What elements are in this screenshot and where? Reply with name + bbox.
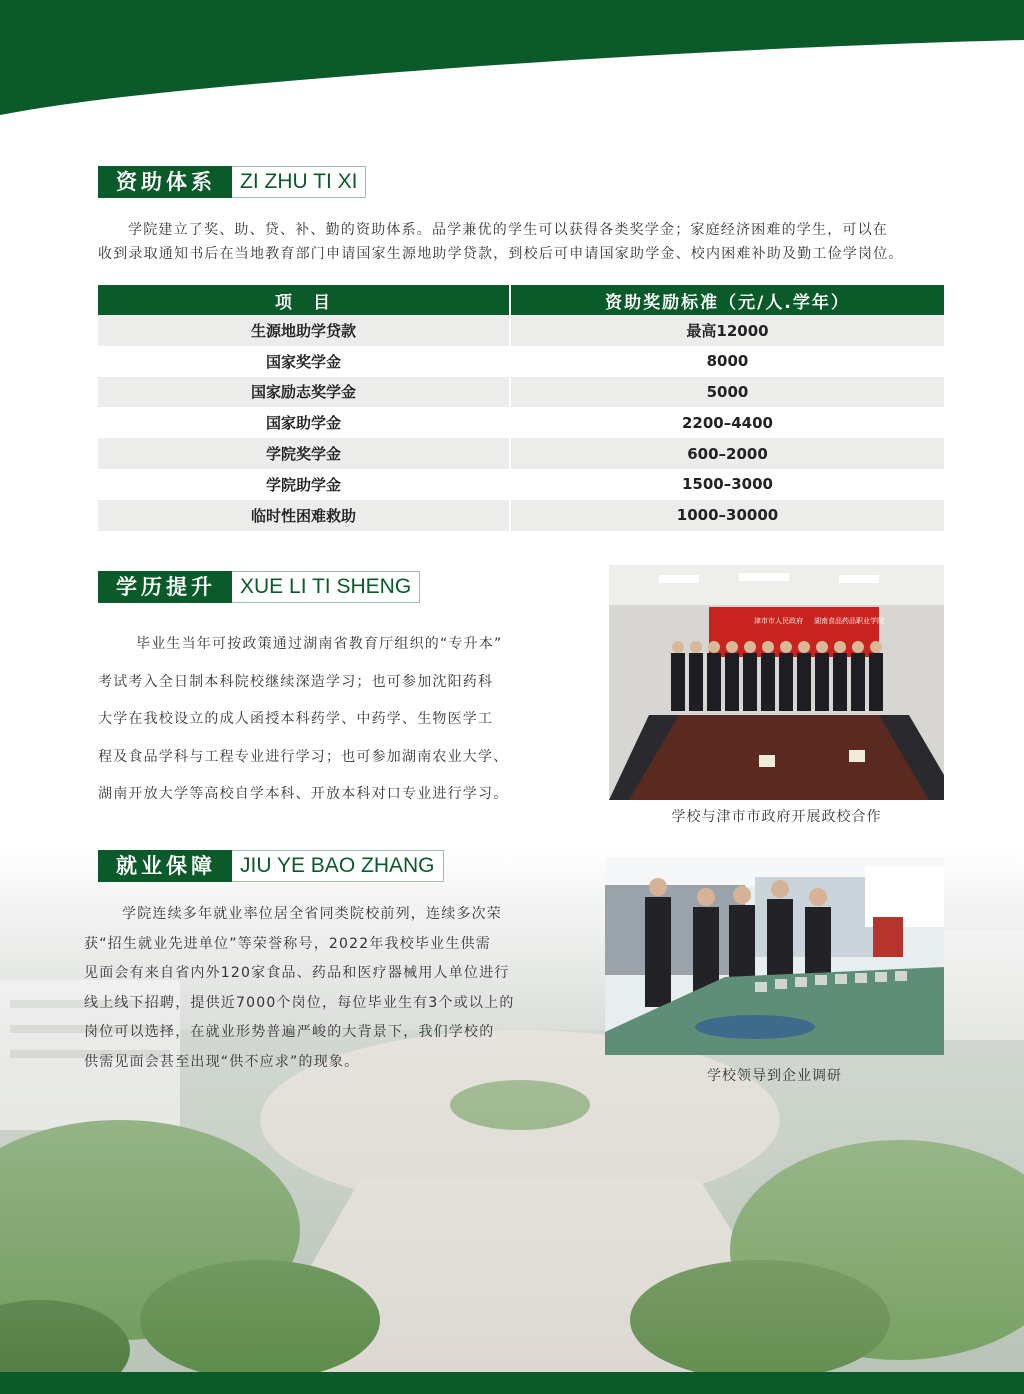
education-paragraph [98,626,568,814]
table-cell-amount: 2200–4400 [510,407,944,438]
table-cell-amount: 600–2000 [510,438,944,469]
employment-title-en: JIU YE BAO ZHANG [232,850,444,882]
table-cell-item: 国家助学金 [98,407,510,438]
table-cell-amount: 1500–3000 [510,469,944,500]
table-row [98,469,944,500]
employment-section-heading [98,850,444,882]
aid-standards-table [98,285,944,531]
table-cell-amount: 1000–30000 [510,500,944,531]
table-cell-amount: 最高12000 [510,315,944,346]
table-header-item: 项 目 [98,285,510,315]
table-cell-item: 学院奖学金 [98,438,510,469]
education-paragraph-line: 湖南开放大学等高校自学本科、开放本科对口专业进行学习。 [98,786,509,802]
employment-paragraph-line: 获“招生就业先进单位”等荣誉称号，2022年我校毕业生供需 [84,935,491,952]
table-cell-item: 临时性困难救助 [98,500,510,531]
meeting-room-photo [609,565,944,800]
table-cell-item: 国家奖学金 [98,346,510,377]
aid-paragraph-line: 学院建立了奖、助、贷、补、勤的资助体系。品学兼优的学生可以获得各类奖学金；家庭经济困难的学生，可以在 [128,222,888,238]
table-row [98,377,944,408]
aid-title-en: ZI ZHU TI XI [232,166,366,198]
table-row [98,315,944,346]
table-cell-item: 生源地助学贷款 [98,315,510,346]
footer-band [0,1372,1024,1394]
table-cell-item: 国家励志奖学金 [98,377,510,408]
banner-left-text: 津市市人民政府 [754,617,803,625]
employment-paragraph-line: 线上线下招聘，提供近7000个岗位，每位毕业生有3个或以上的 [84,994,515,1011]
education-paragraph-line: 大学在我校设立的成人函授本科药学、中药学、生物医学工 [98,711,494,727]
table-header-standard: 资助奖励标准（元/人.学年） [510,285,944,315]
header-wave [0,0,1024,120]
table-cell-item: 学院助学金 [98,469,510,500]
table-row [98,500,944,531]
employment-paragraph-line: 学院连续多年就业率位居全省同类院校前列，连续多次荣 [122,906,502,922]
employment-paragraph-line: 见面会有来自省内外120家食品、药品和医疗器械用人单位进行 [84,965,510,981]
table-row [98,438,944,469]
banner-right-text: 湖南食品药品职业学院 [814,617,884,625]
education-paragraph-line: 程及食品学科与工程专业进行学习；也可参加湖南农业大学、 [98,748,509,765]
employment-paragraph [84,900,554,1077]
education-section-heading [98,571,420,603]
aid-paragraph [98,218,958,266]
employment-paragraph-line: 岗位可以选择，在就业形势普遍严峻的大背景下，我们学校的 [84,1024,495,1040]
aid-paragraph-line: 收到录取通知书后在当地教育部门申请国家生源地助学贷款，到校后可申请国家助学金、校内困难补助及勤工俭学岗位。 [98,246,904,262]
enterprise-visit-photo [605,857,944,1055]
table-row [98,346,944,377]
education-title-en: XUE LI TI SHENG [232,571,420,603]
aid-section-heading [98,166,366,198]
table-cell-amount: 8000 [510,346,944,377]
education-paragraph-line: 考试考入全日制本科院校继续深造学习；也可参加沈阳药科 [98,673,494,690]
enterprise-photo-caption: 学校领导到企业调研 [707,1068,842,1084]
education-paragraph-line: 毕业生当年可按政策通过湖南省教育厅组织的“专升本” [136,636,503,652]
table-header-row [98,285,944,315]
aid-title-cn: 资助体系 [98,166,232,198]
education-title-cn: 学历提升 [98,571,232,603]
employment-title-cn: 就业保障 [98,850,232,882]
table-row [98,407,944,438]
meeting-photo-caption: 学校与津市市政府开展政校合作 [671,809,882,825]
employment-paragraph-line: 供需见面会甚至出现“供不应求”的现象。 [84,1053,360,1070]
table-cell-amount: 5000 [510,377,944,408]
